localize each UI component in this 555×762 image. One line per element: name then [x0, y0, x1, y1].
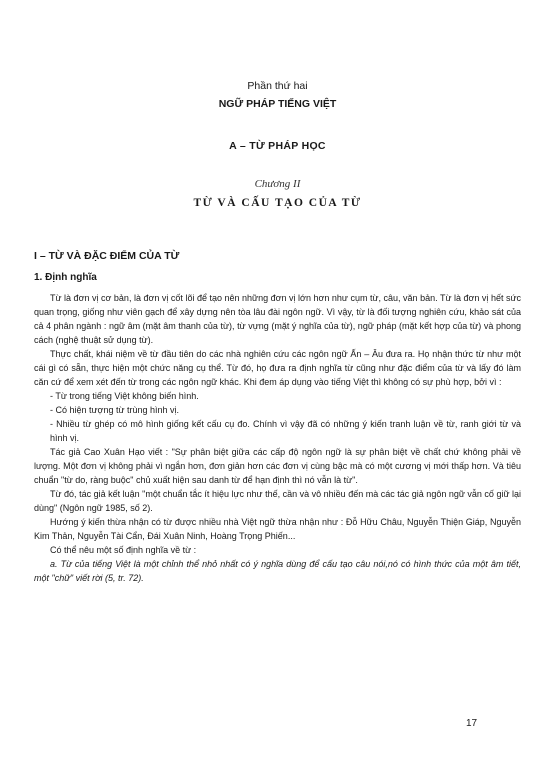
chapter-title: TỪ VÀ CẤU TẠO CỦA TỪ [193, 197, 362, 209]
heading-2: 1. Định nghĩa [34, 272, 97, 283]
paragraph: Có thể nêu một số định nghĩa về từ : [50, 545, 197, 555]
example-definition: a. Từ của tiếng Việt là một chỉnh thể nhỏ nhất có ý nghĩa dùng để cấu tạo câu nói,nó có hình thức của một âm tiết, một "chữ" viết rời (5, tr. 72). [34, 559, 521, 583]
part-subtitle: NGỮ PHÁP TIẾNG VIỆT [218, 98, 337, 110]
paragraph: Từ đó, tác giả kết luận "một chuẩn tắc ít hiệu lực như thế, cần và vô nhiều đến mà các tác giả ngôn ngữ vẫn cố giữ lại dùng" (Ngôn ngữ 1985, số 2). [34, 489, 521, 513]
paragraph: Hướng ý kiến thừa nhận có từ được nhiều nhà Việt ngữ thừa nhận như : Đỗ Hữu Châu, Nguyễn Thiện Giáp, Nguyễn Kim Thản, Nguyễn Tài Cẩn, Đái Xuân Ninh, Hoàng Trọng Phiến... [34, 517, 521, 541]
part-title: Phần thứ hai [247, 80, 308, 92]
paragraph: Từ là đơn vị cơ bản, là đơn vị cốt lõi để tạo nên những đơn vị lớn hơn như cụm từ, câu, văn bản. Từ là đơn vị hết sức quan trọng, giống như viên gạch để xây dựng nên tòa lâu đài ngôn ngữ. Vì vậy, từ là đối tượng nghiên cứu, khảo sát của cả 4 phân ngành : ngữ âm (mặt âm thanh của từ), từ vựng (mặt ý nghĩa của từ), ngữ pháp (mặt kết hợp của từ) và phong cách (nghệ thuật sử dụng từ). [34, 293, 521, 345]
list-item: - Từ trong tiếng Việt không biến hình. [50, 391, 199, 401]
page-number: 17 [466, 718, 478, 729]
list-item: - Có hiện tượng từ trùng hình vị. [50, 405, 180, 415]
paragraph: Thực chất, khái niệm về từ đầu tiên do các nhà nghiên cứu các ngôn ngữ Ấn – Âu đưa ra. Họ nhận thức từ như một cái gì có sẵn, thực hiện một chức năng cụ thể. Từ đó, họ đưa ra định nghĩa từ cũng như đặc điểm của từ và lấy đó làm căn cứ để xem xét đến từ trong các ngôn ngữ khác. Khi đem áp dụng vào tiếng Việt thì không có sự phù hợp, bởi vì : [34, 349, 521, 387]
body-text [34, 291, 521, 585]
chapter-label: Chương II [254, 178, 301, 190]
paragraph: Tác giả Cao Xuân Hạo viết : "Sự phân biệt giữa các cấp độ ngôn ngữ là sự phân biệt về chất chứ không phải về lượng. Một đơn vị không phải vì ngắn hơn, đơn giản hơn các đơn vị cùng bậc mà có một cương vị mới thấp hơn. Và tiêu chuẩn "từ do, ràng buộc" chủ xuất hiện sau danh từ để hạn định thì nó vẫn là từ". [34, 447, 521, 485]
heading-1: I – TỪ VÀ ĐẶC ĐIỂM CỦA TỪ [34, 250, 180, 262]
section-heading: A – TỪ PHÁP HỌC [229, 140, 326, 152]
list-item: - Nhiều từ ghép có mô hình giống kết cấu cụ đo. Chính vì vậy đã có những ý kiến tranh luận về từ, ranh giới từ và hình vị. [50, 419, 521, 443]
